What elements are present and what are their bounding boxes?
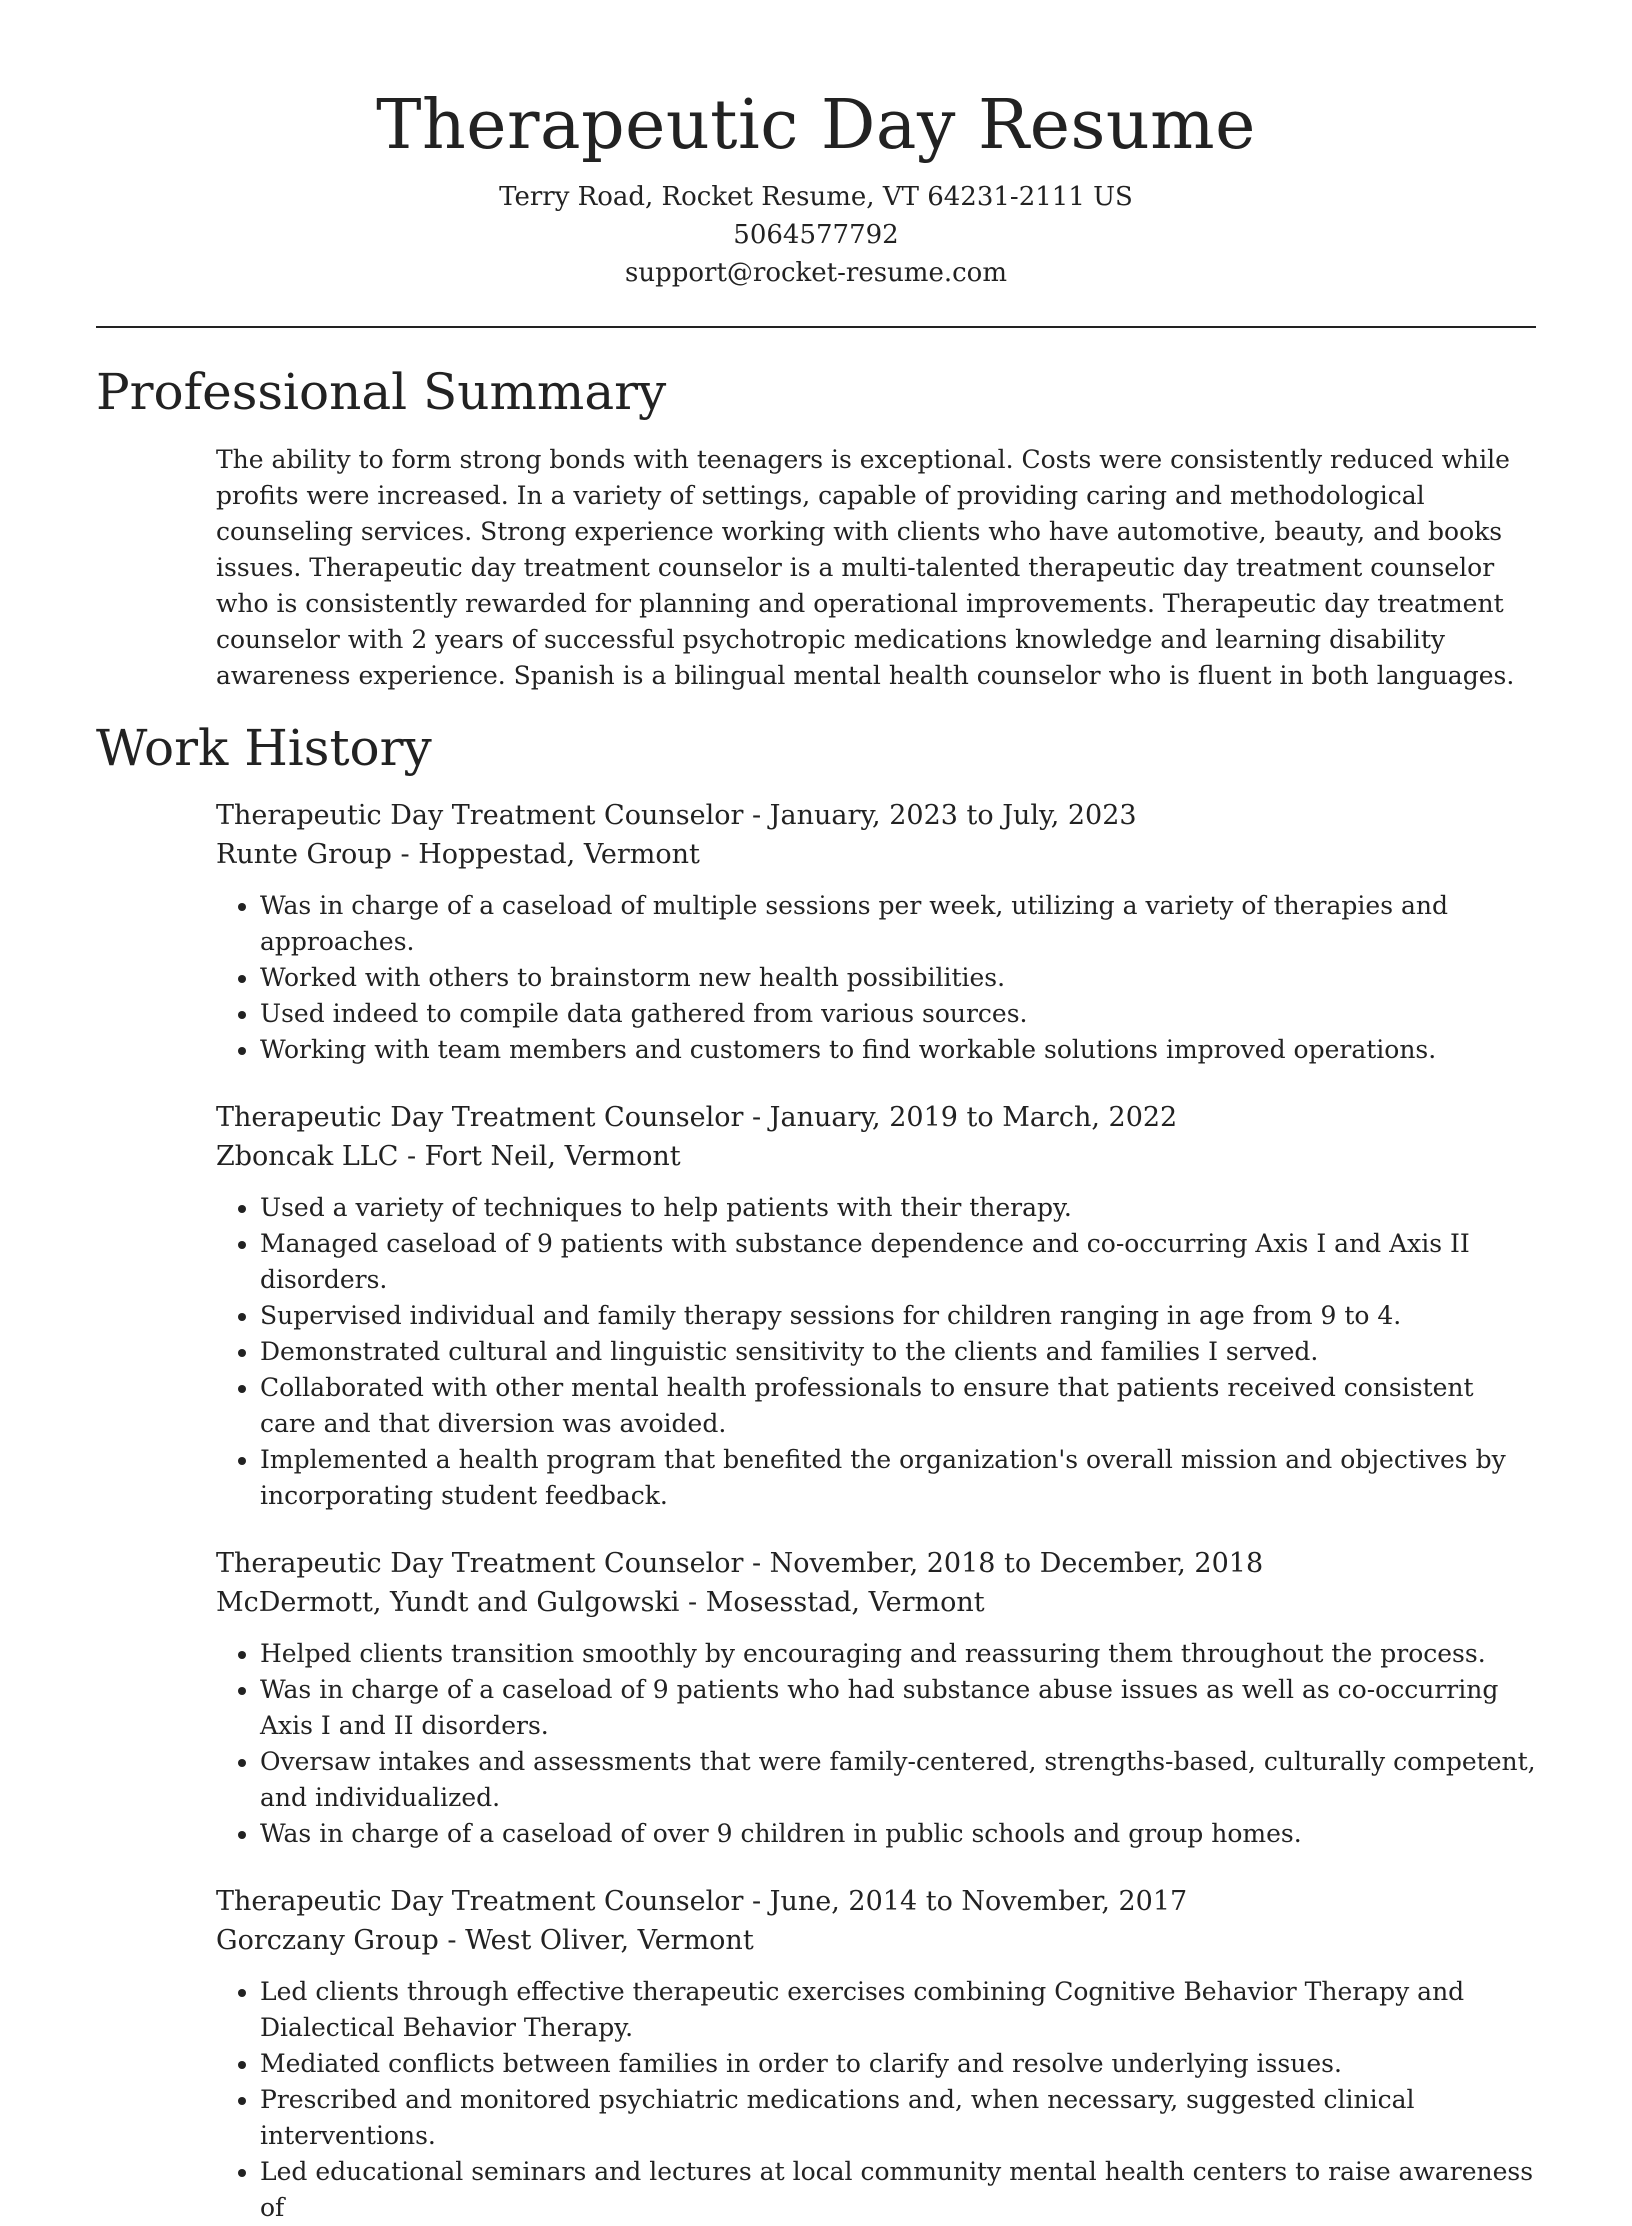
job-title-line — [216, 1098, 1536, 1137]
job-dates: November, 2018 to December, 2018 — [769, 1548, 1264, 1579]
job-bullet: • Helped clients transition smoothly by encouraging and reassuring them throughout the process. — [260, 1636, 1536, 1672]
job-bullet: • Used indeed to compile data gathered from various sources. — [260, 996, 1536, 1032]
contact-block — [96, 178, 1536, 292]
job-dates: January, 2023 to July, 2023 — [769, 800, 1137, 831]
job-title: Therapeutic Day Treatment Counselor — [216, 1102, 744, 1133]
job-entry — [216, 1098, 1536, 1514]
header-divider — [96, 326, 1536, 328]
job-location: Mosesstad, Vermont — [705, 1587, 985, 1618]
job-bullet: • Led educational seminars and lectures at local community mental health centers to raise awareness of — [260, 2154, 1536, 2226]
work-history-list — [216, 796, 1536, 2226]
job-bullet: • Mediated conflicts between families in order to clarify and resolve underlying issues. — [260, 2046, 1536, 2082]
job-bullets — [216, 1636, 1536, 1852]
job-bullet: • Worked with others to brainstorm new health possibilities. — [260, 960, 1536, 996]
job-company: Runte Group — [216, 839, 392, 870]
job-bullet: • Was in charge of a caseload of over 9 children in public schools and group homes. — [260, 1816, 1536, 1852]
job-dates: January, 2019 to March, 2022 — [769, 1102, 1178, 1133]
separator: - — [391, 839, 419, 870]
job-company: Gorczany Group — [216, 1925, 439, 1956]
job-company-line — [216, 1583, 1536, 1622]
job-bullet: • Was in charge of a caseload of multiple sessions per week, utilizing a variety of therapies and approaches. — [260, 888, 1536, 960]
summary-text: The ability to form strong bonds with teenagers is exceptional. Costs were consistently reduced while profits were increased. In a variety of settings, capable of providing caring and methodological counseling services. Strong experience working with clients who have automotive, beauty, and books issues. Therapeutic day treatment counselor is a multi-talented therapeutic day treatment counselor who is consistently rewarded for planning and operational improvements. Therapeutic day treatment counselor with 2 years of successful psychotropic medications knowledge and learning disability awareness experience. Spanish is a bilingual mental health counselor who is fluent in both languages. — [216, 445, 1515, 690]
job-bullet: • Oversaw intakes and assessments that were family-centered, strengths-based, culturally competent, and individualized. — [260, 1744, 1536, 1816]
job-entry — [216, 1882, 1536, 2226]
job-location: West Oliver, Vermont — [465, 1925, 754, 1956]
resume-header — [96, 0, 1536, 292]
job-bullet: • Implemented a health program that benefited the organization's overall mission and objectives by incorporating student feedback. — [260, 1442, 1536, 1514]
job-company: McDermott, Yundt and Gulgowski — [216, 1587, 680, 1618]
job-bullet: • Supervised individual and family therapy sessions for children ranging in age from 9 to 4. — [260, 1298, 1536, 1334]
job-title: Therapeutic Day Treatment Counselor — [216, 1886, 744, 1917]
job-entry — [216, 796, 1536, 1068]
contact-address: Terry Road, Rocket Resume, VT 64231-2111 US — [499, 182, 1133, 212]
job-company-line — [216, 1137, 1536, 1176]
work-history-heading: Work History — [96, 719, 432, 777]
job-bullets — [216, 1190, 1536, 1514]
job-bullet: • Managed caseload of 9 patients with substance dependence and co-occurring Axis I and Axis II disorders. — [260, 1226, 1536, 1298]
job-location: Fort Neil, Vermont — [424, 1141, 681, 1172]
job-location: Hoppestad, Vermont — [418, 839, 700, 870]
separator: - — [743, 1886, 770, 1917]
job-company-line — [216, 1921, 1536, 1960]
job-title-line — [216, 796, 1536, 835]
job-bullet: • Led clients through effective therapeutic exercises combining Cognitive Behavior Therapy and Dialectical Behavior Therapy. — [260, 1974, 1536, 2046]
job-company-line — [216, 835, 1536, 874]
job-bullet: • Demonstrated cultural and linguistic sensitivity to the clients and families I served. — [260, 1334, 1536, 1370]
separator: - — [743, 800, 770, 831]
separator: - — [398, 1141, 425, 1172]
separator: - — [679, 1587, 706, 1618]
contact-email: support@rocket-resume.com — [624, 258, 1007, 288]
job-bullet: • Collaborated with other mental health professionals to ensure that patients received consistent care and that diversion was avoided. — [260, 1370, 1536, 1442]
separator: - — [438, 1925, 466, 1956]
separator: - — [743, 1548, 770, 1579]
job-title: Therapeutic Day Treatment Counselor — [216, 800, 744, 831]
job-bullet: • Working with team members and customers to find workable solutions improved operations. — [260, 1032, 1536, 1068]
job-bullet: • Prescribed and monitored psychiatric medications and, when necessary, suggested clinical interventions. — [260, 2082, 1536, 2154]
job-bullets — [216, 888, 1536, 1068]
job-bullet: • Was in charge of a caseload of 9 patients who had substance abuse issues as well as co-occurring Axis I and II disorders. — [260, 1672, 1536, 1744]
contact-phone: 5064577792 — [733, 220, 899, 250]
resume-title: Therapeutic Day Resume — [376, 86, 1256, 165]
job-bullet: • Used a variety of techniques to help patients with their therapy. — [260, 1190, 1536, 1226]
job-title-line — [216, 1544, 1536, 1583]
job-company: Zboncak LLC — [216, 1141, 399, 1172]
job-bullets — [216, 1974, 1536, 2226]
job-entry — [216, 1544, 1536, 1852]
job-dates: June, 2014 to November, 2017 — [769, 1886, 1188, 1917]
job-title: Therapeutic Day Treatment Counselor — [216, 1548, 744, 1579]
summary-heading: Professional Summary — [96, 363, 667, 421]
separator: - — [743, 1102, 770, 1133]
job-title-line — [216, 1882, 1536, 1921]
